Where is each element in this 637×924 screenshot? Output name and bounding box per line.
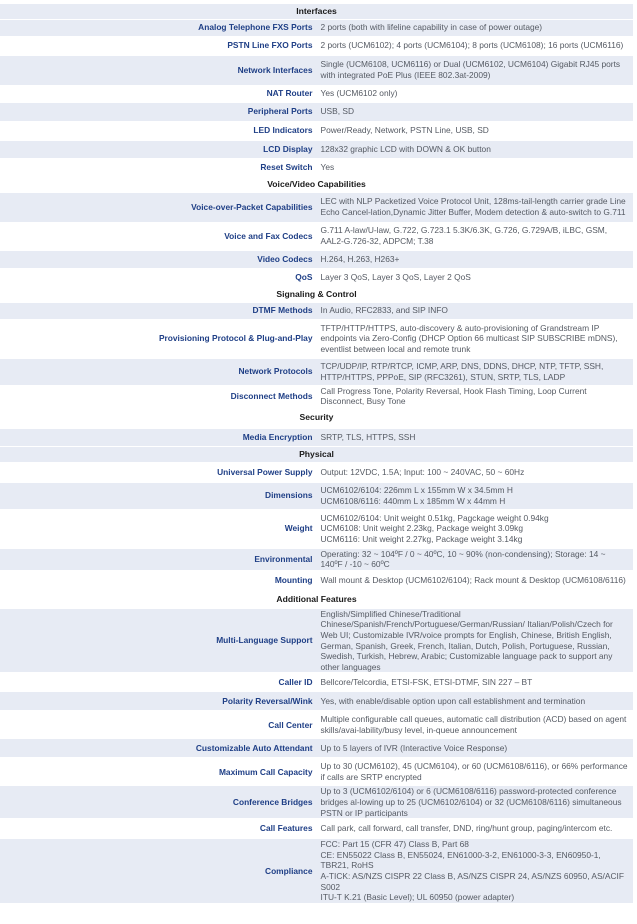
spec-label: PSTN Line FXO Ports: [0, 36, 317, 55]
spec-label: Dimensions: [0, 482, 317, 509]
spec-label: Network Interfaces: [0, 55, 317, 85]
spec-label: Network Protocols: [0, 358, 317, 385]
spec-label: Disconnect Methods: [0, 385, 317, 407]
spec-label: LCD Display: [0, 140, 317, 158]
section-header: [0, 589, 633, 608]
spec-row: [0, 548, 633, 570]
spec-row: [0, 608, 633, 673]
spec-value: English/Simplified Chinese/Traditional Chinese/Spanish/French/Portuguese/German/Russian/ Italian/Polish/Czech for Web UI; Customizable IVR/voice prompts for English, Chinese, British English, German, Spanish, Greek, French, Italian, Dutch, Polish, Portuguese, Russian, Swedish, Turkish, Hebrew, Arabic; Customizable language pack to support any other languages: [317, 608, 634, 673]
spec-label: Conference Bridges: [0, 786, 317, 819]
section-title: Additional Features: [0, 589, 633, 608]
spec-row: [0, 786, 633, 819]
section-header: [0, 4, 633, 19]
spec-label: Reset Switch: [0, 158, 317, 176]
spec-row: [0, 19, 633, 36]
spec-row: [0, 462, 633, 482]
spec-label: Customizable Auto Attendant: [0, 739, 317, 758]
spec-value: 2 ports (UCM6102); 4 ports (UCM6104); 8 ports (UCM6108); 16 ports (UCM6116): [317, 36, 634, 55]
spec-label: Peripheral Ports: [0, 102, 317, 121]
section-title: Physical: [0, 446, 633, 462]
spec-row: [0, 85, 633, 102]
spec-row: [0, 302, 633, 319]
spec-label: Media Encryption: [0, 428, 317, 446]
spec-row: [0, 758, 633, 786]
section-header: [0, 446, 633, 462]
spec-row: [0, 482, 633, 509]
spec-value: Wall mount & Desktop (UCM6102/6104); Rack mount & Desktop (UCM6108/6116): [317, 570, 634, 589]
spec-value: Up to 5 layers of IVR (Interactive Voice Response): [317, 739, 634, 758]
spec-label: Universal Power Supply: [0, 462, 317, 482]
spec-row: [0, 319, 633, 358]
spec-row: [0, 250, 633, 268]
spec-value: In Audio, RFC2833, and SIP INFO: [317, 302, 634, 319]
spec-label: Call Features: [0, 819, 317, 839]
spec-label: Voice-over-Packet Capabilities: [0, 192, 317, 222]
spec-row: [0, 819, 633, 839]
spec-label: Analog Telephone FXS Ports: [0, 19, 317, 36]
spec-row: [0, 509, 633, 548]
spec-label: Voice and Fax Codecs: [0, 222, 317, 250]
spec-row: [0, 121, 633, 140]
section-header: [0, 176, 633, 192]
spec-value: 128x32 graphic LCD with DOWN & OK button: [317, 140, 634, 158]
spec-row: [0, 140, 633, 158]
spec-value: Yes: [317, 158, 634, 176]
spec-value: G.711 A-law/U-law, G.722, G.723.1 5.3K/6.3K, G.726, G.729A/B, iLBC, GSM, AAL2-G.726-32, ADPCM; T.38: [317, 222, 634, 250]
spec-row: [0, 839, 633, 904]
spec-value: Up to 30 (UCM6102), 45 (UCM6104), or 60 (UCM6108/6116), or 66% performance if calls are SRTP encrypted: [317, 758, 634, 786]
spec-label: Caller ID: [0, 673, 317, 692]
spec-value: TCP/UDP/IP, RTP/RTCP, ICMP, ARP, DNS, DDNS, DHCP, NTP, TFTP, SSH, HTTP/HTTPS, PPPoE, SIP (RFC3261), STUN, SRTP, TLS, LADP: [317, 358, 634, 385]
spec-row: [0, 570, 633, 589]
spec-label: Multi-Language Support: [0, 608, 317, 673]
spec-value: Call park, call forward, call transfer, DND, ring/hunt group, paging/intercom etc.: [317, 819, 634, 839]
spec-value: Yes (UCM6102 only): [317, 85, 634, 102]
spec-label: LED Indicators: [0, 121, 317, 140]
spec-value: Up to 3 (UCM6102/6104) or 6 (UCM6108/6116) password-protected conference bridges al-lowing up to 25 (UCM6102/6104) or 32 (UCM6108/6116) simultaneous PSTN or IP participants: [317, 786, 634, 819]
spec-label: Weight: [0, 509, 317, 548]
spec-value: Single (UCM6108, UCM6116) or Dual (UCM6102, UCM6104) Gigabit RJ45 ports with integrated PoE Plus (IEEE 802.3at-2009): [317, 55, 634, 85]
spec-value: UCM6102/6104: 226mm L x 155mm W x 34.5mm H UCM6108/6116: 440mm L x 185mm W x 44mm H: [317, 482, 634, 509]
spec-row: [0, 385, 633, 407]
spec-label: Maximum Call Capacity: [0, 758, 317, 786]
section-title: Security: [0, 407, 633, 428]
spec-row: [0, 358, 633, 385]
spec-value: Layer 3 QoS, Layer 3 QoS, Layer 2 QoS: [317, 268, 634, 286]
spec-value: USB, SD: [317, 102, 634, 121]
spec-value: UCM6102/6104: Unit weight 0.51kg, Pagckage weight 0.94kg UCM6108: Unit weight 2.23kg, Package weight 3.09kg UCM6116: Unit weight 2.27kg, Package weight 3.14kg: [317, 509, 634, 548]
spec-row: [0, 192, 633, 222]
section-title: Voice/Video Capabilities: [0, 176, 633, 192]
spec-label: Video Codecs: [0, 250, 317, 268]
spec-row: [0, 36, 633, 55]
spec-row: [0, 711, 633, 739]
spec-label: NAT Router: [0, 85, 317, 102]
spec-row: [0, 268, 633, 286]
spec-value: Output: 12VDC, 1.5A; Input: 100 ~ 240VAC, 50 ~ 60Hz: [317, 462, 634, 482]
spec-label: Provisioning Protocol & Plug-and-Play: [0, 319, 317, 358]
spec-value: LEC with NLP Packetized Voice Protocol Unit, 128ms-tail-length carrier grade Line Echo Cancel-lation,Dynamic Jitter Buffer, Modem detection & auto-switch to G.711: [317, 192, 634, 222]
spec-value: FCC: Part 15 (CFR 47) Class B, Part 68 CE: EN55022 Class B, EN55024, EN61000-3-2, EN61000-3-3, EN60950-1, TBR21, RoHS A-TICK: AS/NZS CISPR 22 Class B, AS/NZS CISPR 24, AS/NZS 60950, AS/ACIF S002 ITU-T K.21 (Basic Level); UL 60950 (power adapter): [317, 839, 634, 904]
section-header: [0, 286, 633, 302]
spec-value: Operating: 32 ~ 104ºF / 0 ~ 40ºC, 10 ~ 90% (non-condensing); Storage: 14 ~ 140ºF / -10 ~ 60ºC: [317, 548, 634, 570]
specifications-table: [0, 4, 633, 904]
spec-value: H.264, H.263, H263+: [317, 250, 634, 268]
spec-row: [0, 673, 633, 692]
spec-label: DTMF Methods: [0, 302, 317, 319]
spec-value: Call Progress Tone, Polarity Reversal, Hook Flash Timing, Loop Current Disconnect, Busy Tone: [317, 385, 634, 407]
section-title: Signaling & Control: [0, 286, 633, 302]
spec-row: [0, 428, 633, 446]
spec-row: [0, 55, 633, 85]
spec-label: Mounting: [0, 570, 317, 589]
section-header: [0, 407, 633, 428]
spec-row: [0, 102, 633, 121]
spec-row: [0, 222, 633, 250]
spec-label: Polarity Reversal/Wink: [0, 692, 317, 711]
spec-label: QoS: [0, 268, 317, 286]
spec-row: [0, 692, 633, 711]
section-title: Interfaces: [0, 4, 633, 19]
spec-label: Environmental: [0, 548, 317, 570]
spec-value: Power/Ready, Network, PSTN Line, USB, SD: [317, 121, 634, 140]
spec-label: Call Center: [0, 711, 317, 739]
spec-row: [0, 739, 633, 758]
spec-label: Compliance: [0, 839, 317, 904]
spec-row: [0, 158, 633, 176]
spec-value: Yes, with enable/disable option upon call establishment and termination: [317, 692, 634, 711]
spec-value: Multiple configurable call queues, automatic call distribution (ACD) based on agent skills/avai-lability/busy level, in-queue announcement: [317, 711, 634, 739]
spec-value: 2 ports (both with lifeline capability in case of power outage): [317, 19, 634, 36]
spec-value: TFTP/HTTP/HTTPS, auto-discovery & auto-provisioning of Grandstream IP endpoints via Zero-Config (DHCP Option 66 multicast SIP SUBSCRIBE mDNS), eventlist between local and remote trunk: [317, 319, 634, 358]
spec-value: Bellcore/Telcordia, ETSI-FSK, ETSI-DTMF, SIN 227 – BT: [317, 673, 634, 692]
spec-value: SRTP, TLS, HTTPS, SSH: [317, 428, 634, 446]
